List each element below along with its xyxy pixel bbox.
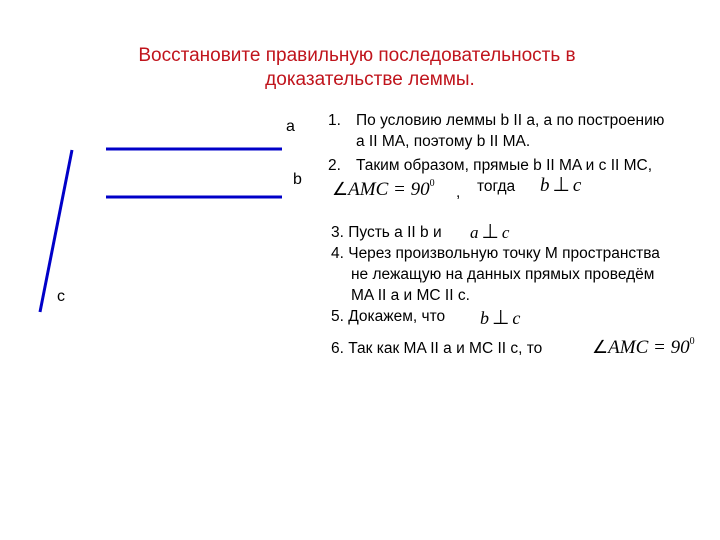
formula-b-perp-c-2: b ⊥ c xyxy=(480,307,521,329)
step-2-number: 2. xyxy=(328,157,341,174)
step-6: 6. Так как MA II a и MC II c, то xyxy=(331,340,543,357)
formula-angle-amc-2: ∠AMC = $90^0$ xyxy=(592,336,695,358)
step-2-line-1: Таким образом, прямые b II MA и c II MC, xyxy=(356,157,653,174)
label-a: a xyxy=(286,118,295,135)
label-c: c xyxy=(57,288,65,305)
step-3: 3. Пусть a II b и xyxy=(331,224,442,241)
step-1-number: 1. xyxy=(328,112,341,129)
title-line-2: доказательстве леммы. xyxy=(265,69,475,90)
formula-a-perp-c: a ⊥ c xyxy=(470,221,510,243)
formula-angle-amc-1: ∠AMC = $90^0$ xyxy=(332,178,435,200)
title-line-1: Восстановите правильную последовательность в xyxy=(138,45,576,66)
step-1-line-2: a II MA, поэтому b II MA. xyxy=(356,133,531,150)
line-c xyxy=(40,150,72,312)
step-4-line-1: 4. Через произвольную точку М пространства xyxy=(331,245,660,262)
step-2-comma: , xyxy=(456,184,461,201)
step-4-line-2: не лежащую на данных прямых проведём xyxy=(351,266,655,283)
label-b: b xyxy=(293,171,302,188)
step-2-then: тогда xyxy=(477,178,516,195)
step-5: 5. Докажем, что xyxy=(331,308,446,325)
step-1-line-1: По условию леммы b II a, а по построению xyxy=(356,112,665,129)
step-4-line-3: MA II a и MC II c. xyxy=(351,287,470,304)
formula-b-perp-c-1: b ⊥ c xyxy=(540,174,582,196)
